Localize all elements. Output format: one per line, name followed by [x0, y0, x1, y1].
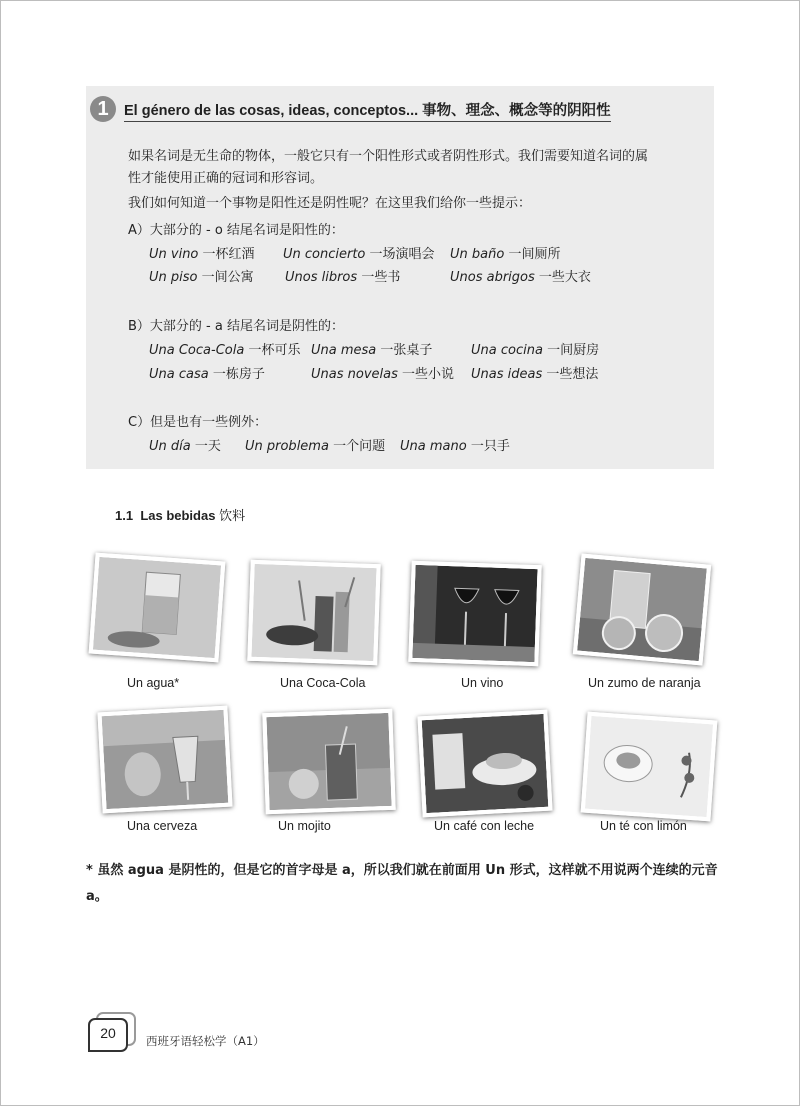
photo-tea — [581, 712, 718, 822]
footnote: * 虽然 agua 是阴性的，但是它的首字母是 a，所以我们就在前面用 Un 形式，这样就不用说两个连续的元音 a。 — [86, 863, 718, 904]
example-item: Una casa 一栋房子 — [149, 367, 265, 382]
drink-caption: Un agua* — [127, 676, 180, 690]
book-title: 西班牙语轻松学（A1） — [146, 1034, 265, 1048]
example-item: Unas novelas 一些小说 — [311, 367, 455, 382]
example-item: Unas ideas 一些想法 — [471, 367, 599, 382]
drink-caption: Una Coca-Cola — [280, 676, 366, 690]
example-item: Un vino 一杯红酒 — [149, 247, 255, 262]
photo-beer — [97, 706, 232, 814]
example-item: Una Coca-Cola 一杯可乐 — [149, 343, 301, 358]
intro-line-1: 如果名词是无生命的物体，一般它只有一个阳性形式或者阴性形式。我们需要知道名词的属 — [128, 149, 649, 164]
example-item: Un problema 一个问题 — [245, 439, 386, 454]
example-item: Un baño 一间厕所 — [450, 247, 561, 262]
intro-line-3: 我们如何知道一个事物是阳性还是阴性呢？在这里我们给你一些提示： — [128, 196, 532, 211]
photo-coffee — [417, 710, 552, 818]
group-b-label: B）大部分的 - a 结尾名词是阴性的： — [128, 319, 344, 334]
photo-orange-juice — [573, 554, 711, 666]
section-heading: El género de las cosas, ideas, conceptos... 事物、理念、概念等的阴阳性 — [124, 99, 611, 122]
photo-mojito — [262, 709, 395, 814]
example-item: Un concierto 一场演唱会 — [283, 247, 435, 262]
drink-caption: Una cerveza — [127, 819, 198, 833]
photo-water — [89, 553, 226, 663]
example-item: Una mesa 一张桌子 — [311, 343, 433, 358]
section-number-badge: 1 — [90, 96, 116, 122]
subsection-heading: 1.1 Las bebidas 饮料 — [115, 508, 246, 523]
example-item: Un día 一天 — [149, 439, 221, 454]
drink-caption: Un té con limón — [600, 819, 687, 833]
drink-caption: Un vino — [461, 676, 504, 690]
group-c-label: C）但是也有一些例外： — [128, 415, 268, 430]
example-item: Un piso 一间公寓 — [149, 270, 254, 285]
example-item: Unos abrigos 一些大衣 — [450, 270, 591, 285]
photo-coca-cola — [247, 560, 380, 665]
drink-caption: Un café con leche — [434, 819, 535, 833]
example-item: Unos libros 一些书 — [285, 270, 401, 285]
photo-wine — [408, 561, 541, 666]
drink-caption: Un zumo de naranja — [588, 676, 701, 690]
drink-caption: Un mojito — [278, 819, 331, 833]
intro-line-2: 性才能使用正确的冠词和形容词。 — [128, 171, 324, 186]
group-a-label: A）大部分的 - o 结尾名词是阳性的： — [128, 223, 344, 238]
example-item: Una cocina 一间厨房 — [471, 343, 600, 358]
page-number: 20 — [100, 1025, 116, 1041]
example-item: Una mano 一只手 — [400, 439, 510, 454]
